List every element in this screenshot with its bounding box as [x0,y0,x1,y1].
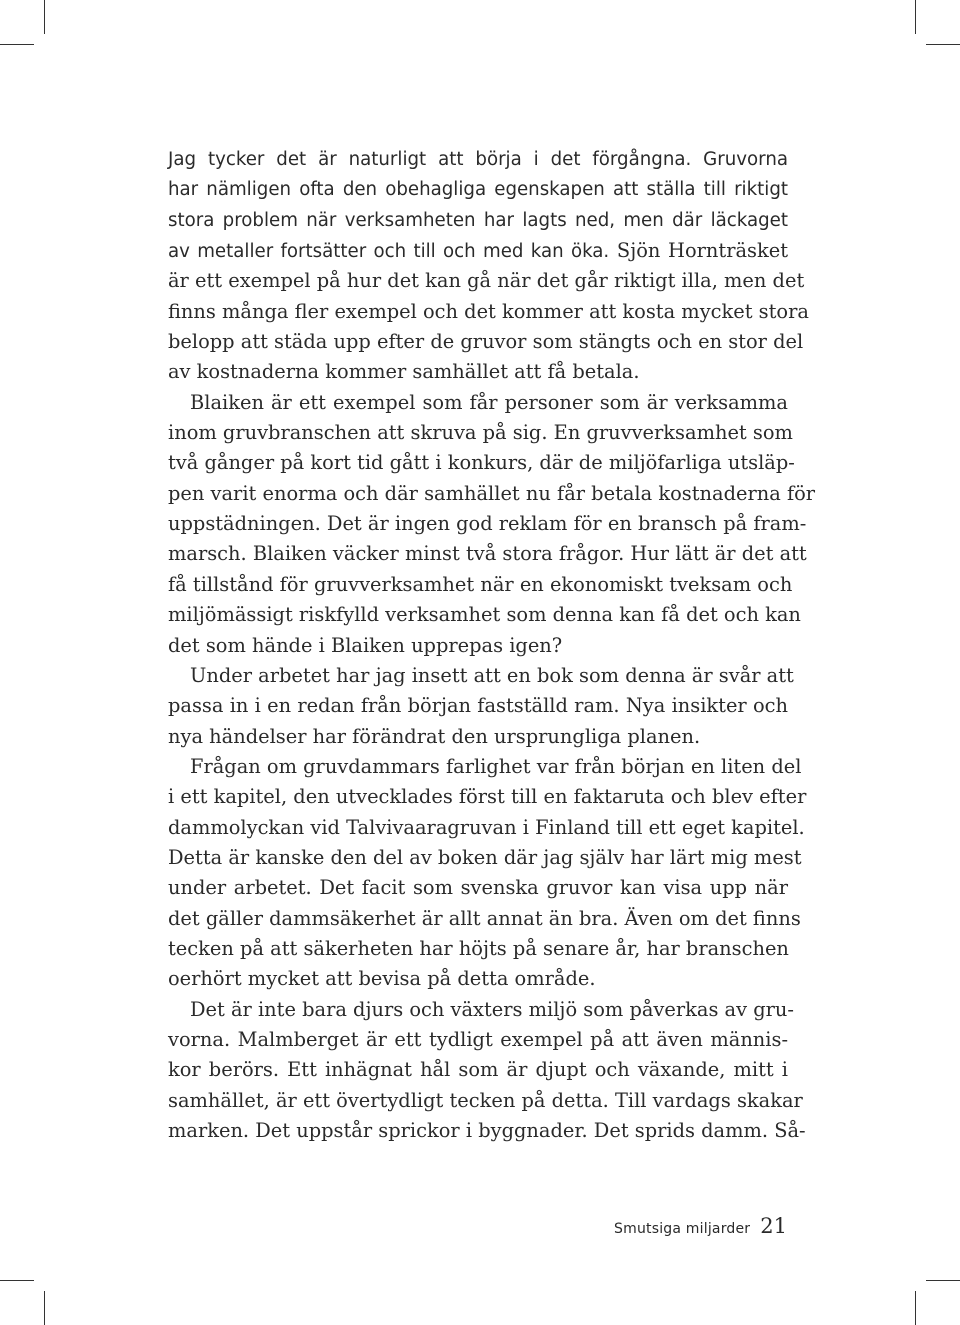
text-line: Detta är kanske den del av boken där jag själv har lärt mig mest [168,845,802,869]
paragraph-start-line: Frågan om gruvdammars farlighet var från början en liten del [190,754,802,778]
body-text [168,145,816,1146]
paragraph-end-line: nya händelser har förändrat den ursprungliga planen. [168,724,701,748]
crop-mark-top-right-vertical [915,0,916,34]
text-line: kor berörs. Ett inhägnat hål som är djupt och växande, mitt i [168,1058,788,1082]
text-line: uppstädningen. Det är ingen god reklam för en bransch på fram- [168,512,807,536]
text-line: det gäller dammsäkerhet är allt annat än bra. Även om det finns [168,906,801,930]
text-line: under arbetet. Det facit som svenska gruvor kan visa upp när [168,876,788,900]
text-line-mixed [168,236,788,266]
text-line: har nämligen ofta den obehagliga egenskapen att ställa till riktigt [168,179,788,201]
text-line: vorna. Malmberget är ett tydligt exempel på att även männis- [168,1027,788,1051]
running-title: Smutsiga miljarder [614,1221,751,1237]
crop-mark-top-left-horizontal [0,44,34,45]
crop-mark-top-right-horizontal [926,44,960,45]
crop-mark-bottom-left-horizontal [0,1280,34,1281]
text-run-serif: Sjön Hornträsket [609,239,788,263]
text-line: miljömässigt riskfylld verksamhet som denna kan få det och kan [168,603,801,627]
text-run-sans: av metaller fortsätter och till och med kan öka. [168,241,610,263]
paragraph-end-line: av kostnaderna kommer samhället att få betala. [168,360,640,384]
text-line: Jag tycker det är naturligt att börja i det förgångna. Gruvorna [168,149,788,170]
text-line: finns många fler exempel och det kommer att kosta mycket stora [168,299,809,323]
text-line: i ett kapitel, den utvecklades först till en faktaruta och blev efter [168,785,807,809]
text-line: pen varit enorma och där samhället nu får betala kostnaderna för [168,481,816,505]
crop-mark-bottom-right-horizontal [926,1280,960,1281]
text-line: är ett exempel på hur det kan gå när det går riktigt illa, men det [168,269,805,293]
paragraph-start-line: Under arbetet har jag insett att en bok som denna är svår att [190,663,794,687]
text-line: marken. Det uppstår sprickor i byggnader. Det sprids damm. Så- [168,1119,806,1142]
page-footer [614,1214,787,1244]
text-line: samhället, är ett övertydligt tecken på detta. Till vardags skakar [168,1088,803,1112]
text-line: få tillstånd för gruvverksamhet när en ekonomiskt tveksam och [168,572,793,596]
crop-mark-top-left-vertical [44,0,45,34]
crop-mark-bottom-right-vertical [915,1291,916,1325]
paragraph-start-line: Blaiken är ett exempel som får personer som är verksamma [190,390,788,414]
page-number: 21 [760,1214,787,1238]
text-line: belopp att städa upp efter de gruvor som stängts och en stor del [168,330,804,354]
text-line: dammolyckan vid Talvivaaragruvan i Finland till ett eget kapitel. [168,815,805,839]
paragraph-end-line: det som hände i Blaiken upprepas igen? [168,633,563,657]
text-line: två gånger på kort tid gått i konkurs, där de miljöfarliga utsläp- [168,451,795,475]
text-line: marsch. Blaiken väcker minst två stora frågor. Hur lätt är det att [168,542,807,566]
text-line: tecken på att säkerheten har höjts på senare år, har branschen [168,936,789,960]
crop-mark-bottom-left-vertical [44,1291,45,1325]
paragraph-start-line: Det är inte bara djurs och växters miljö som påverkas av gru- [190,997,794,1021]
paragraph-end-line: oerhört mycket att bevisa på detta område. [168,967,596,991]
text-line: inom gruvbranschen att skruva på sig. En gruvverksamhet som [168,421,793,445]
text-line: passa in i en redan från början fastställd ram. Nya insikter och [168,694,788,718]
text-line: stora problem när verksamheten har lagts ned, men där läckaget [168,209,788,231]
